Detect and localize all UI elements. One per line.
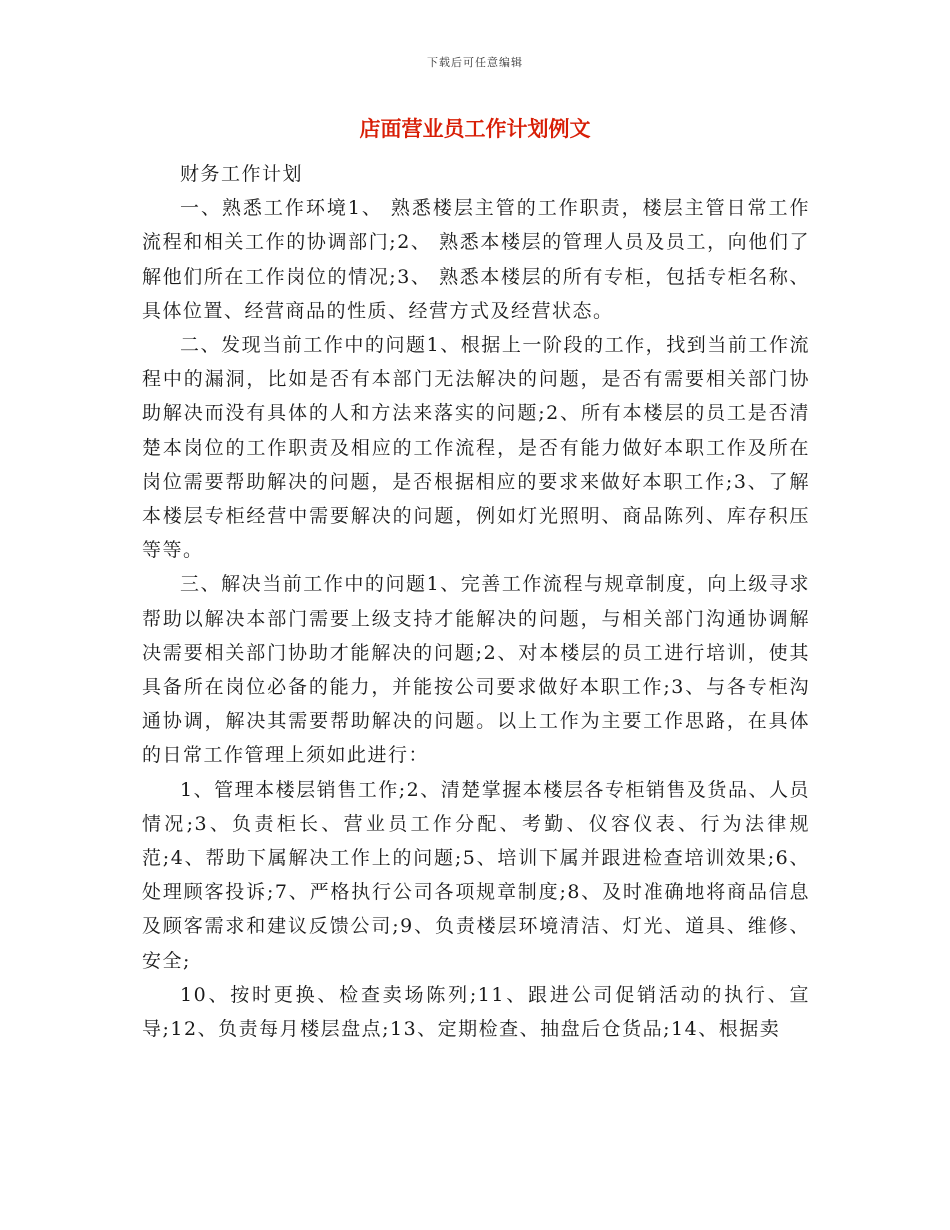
paragraph: 一、熟悉工作环境1、 熟悉楼层主管的工作职责，楼层主管日常工作流程和相关工作的协调部门;2、 熟悉本楼层的管理人员及员工，向他们了解他们所在工作岗位的情况;3、 熟悉本楼层的所有专柜，包括专柜名称、具体位置、经营商品的性质、经营方式及经营状态。 <box>142 197 810 322</box>
document-body <box>142 157 810 1046</box>
paragraph: 二、发现当前工作中的问题1、根据上一阶段的工作，找到当前工作流程中的漏洞，比如是否有本部门无法解决的问题，是否有需要相关部门协助解决而没有具体的人和方法来落实的问题;2、所有本楼层的员工是否清楚本岗位的工作职责及相应的工作流程，是否有能力做好本职工作及所在岗位需要帮助解决的问题，是否根据相应的要求来做好本职工作;3、了解本楼层专柜经营中需要解决的问题，例如灯光照明、商品陈列、库存积压等等。 <box>142 334 810 562</box>
header-note: 下载后可任意编辑 <box>427 56 523 69</box>
paragraph: 三、解决当前工作中的问题1、完善工作流程与规章制度，向上级寻求帮助以解决本部门需要上级支持才能解决的问题，与相关部门沟通协调解决需要相关部门协助才能解决的问题;2、对本楼层的员工进行培训，使其具备所在岗位必备的能力，并能按公司要求做好本职工作;3、与各专柜沟通协调，解决其需要帮助解决的问题。以上工作为主要工作思路，在具体的日常工作管理上须如此进行： <box>142 573 810 767</box>
paragraph: 10、按时更换、检查卖场陈列;11、跟进公司促销活动的执行、宣导;12、负责每月楼层盘点;13、定期检查、抽盘后仓货品;14、根据卖 <box>142 983 810 1041</box>
paragraph: 1、管理本楼层销售工作;2、清楚掌握本楼层各专柜销售及货品、人员情况;3、负责柜长、营业员工作分配、考勤、仪容仪表、行为法律规范;4、帮助下属解决工作上的问题;5、培训下属并跟进检查培训效果;6、处理顾客投诉;7、严格执行公司各项规章制度;8、及时准确地将商品信息及顾客需求和建议反馈公司;9、负责楼层环境清洁、灯光、道具、维修、安全; <box>142 778 810 972</box>
section-heading: 财务工作计划 <box>180 163 304 185</box>
document-title: 店面营业员工作计划例文 <box>359 117 591 141</box>
